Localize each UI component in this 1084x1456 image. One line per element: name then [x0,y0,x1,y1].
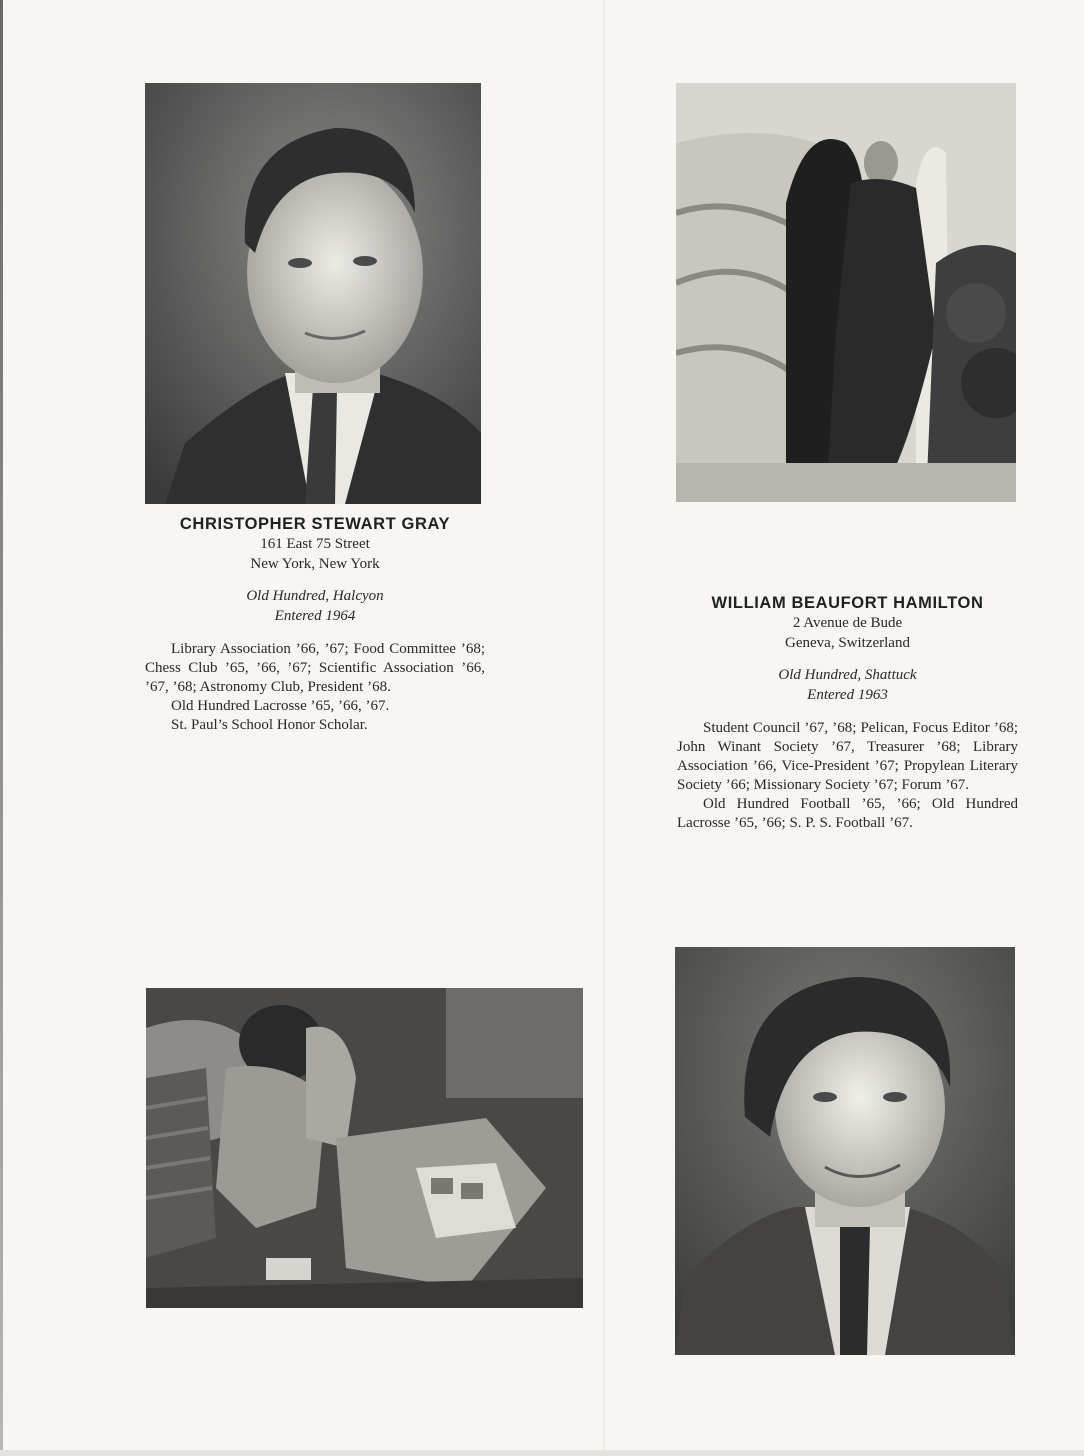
hamilton-address-line2: Geneva, Switzerland [785,635,910,651]
outdoor-scene-icon [676,83,1016,502]
gray-activities [145,640,485,735]
gray-activities-p2: Old Hundred Lacrosse ’65, ’66, ’67. [171,698,390,714]
gray-name: CHRISTOPHER STEWART GRAY [179,515,451,533]
hamilton-activities-p1: Student Council ’67, ’68; Pelican, Focus Editor ’68; John Winant Society ’67, Treasurer ’68; Library Association ’66, Vice-President ’67; Propylean Literary Society ’66; Missionary Society ’67; Forum ’67. [677,720,1018,793]
gray-activities-p3: St. Paul’s School Honor Scholar. [171,717,368,733]
hamilton-entered: Entered 1963 [807,687,888,703]
hamilton-address-line1: 2 Avenue de Bude [792,615,903,631]
hamilton-name: WILLIAM BEAUFORT HAMILTON [711,594,984,612]
candid-scene-icon [146,988,583,1308]
portrait-icon [675,947,1015,1355]
gray-houses: Old Hundred, Halcyon [246,588,384,604]
hamilton-activities [677,719,1018,833]
hamilton-houses: Old Hundred, Shattuck [778,667,917,683]
gray-portrait-photo [145,83,481,504]
portrait-icon [145,83,481,504]
page-gutter [603,0,605,1456]
hamilton-sculpture-photo [676,83,1016,502]
hamilton-bio [677,594,1018,833]
page-binding-edge [0,0,3,1456]
hamilton-activities-p2: Old Hundred Football ’65, ’66; Old Hundred Lacrosse ’65, ’66; S. P. S. Football ’67. [677,796,1018,831]
hamilton-portrait-photo [675,947,1015,1355]
page-bottom-strip [0,1450,1084,1456]
gray-activities-p1: Library Association ’66, ’67; Food Committee ’68; Chess Club ’65, ’66, ’67; Scientific Association ’66, ’67, ’68; Astronomy Club, President ’68. [145,641,485,695]
gray-address-line1: 161 East 75 Street [260,536,370,552]
gray-address-line2: New York, New York [250,556,380,572]
room-scene-photo [146,988,583,1308]
gray-bio [145,515,485,735]
gray-entered: Entered 1964 [274,608,356,624]
